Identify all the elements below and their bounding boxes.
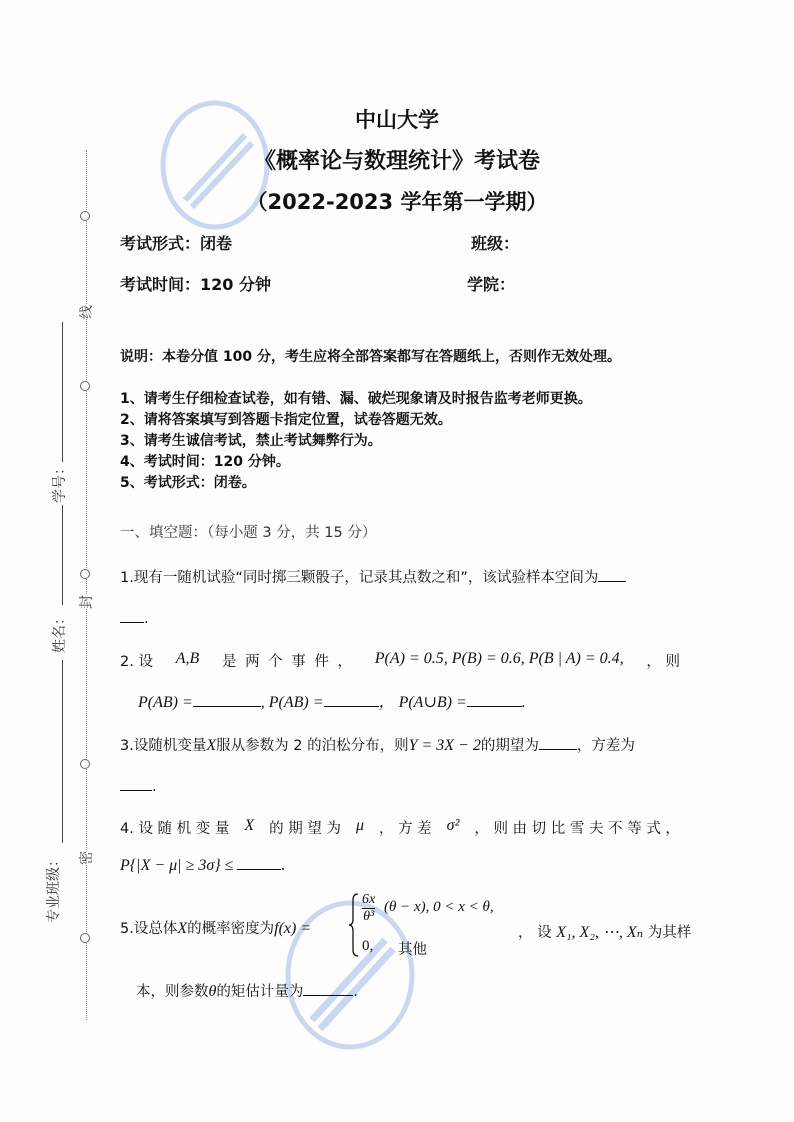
q5-var: X bbox=[177, 920, 188, 937]
q5-text: ， 设 bbox=[518, 925, 552, 941]
class-label: 班级： bbox=[471, 234, 520, 253]
section-heading: 一、填空题：（每小题 3 分，共 15 分） bbox=[120, 525, 377, 541]
q4-text: ， 则 由 切 比 雪 夫 不 等 式 ， bbox=[474, 821, 680, 837]
answer-blank bbox=[467, 692, 522, 707]
q5-sample: X₁, X₂, ⋯, Xₙ bbox=[556, 924, 644, 941]
q5-text: 本，则参数 bbox=[136, 984, 209, 1000]
rule-item: 5、考试形式：闭卷。 bbox=[120, 475, 256, 491]
q4-text: 的 期 望 为 bbox=[269, 821, 341, 837]
answer-blank bbox=[120, 608, 144, 623]
q4-text: 4. 设 随 机 变 量 bbox=[120, 821, 230, 837]
rule-item: 3、请考生诚信考试，禁止考试舞弊行为。 bbox=[120, 433, 382, 449]
q2-answer2-label: P(AB) = bbox=[268, 694, 324, 711]
q2-given: P(A) = 0.5, P(B) = 0.6, P(B | A) = 0.4, bbox=[374, 650, 624, 667]
major-class-line bbox=[62, 660, 63, 843]
binding-dotted-line bbox=[86, 150, 87, 1020]
term-title: （2022-2023 学年第一学期） bbox=[246, 190, 548, 214]
q2-end: ， 则 bbox=[646, 654, 680, 670]
q4-text: ， 方 差 bbox=[378, 821, 432, 837]
question-4 bbox=[120, 817, 680, 838]
q2-mid: 是 两 个 事 件 ， bbox=[221, 654, 353, 670]
q4-expr: P{|X − μ| ≥ 3σ} ≤ bbox=[120, 857, 234, 874]
answer-blank bbox=[324, 692, 379, 707]
college-label: 学院： bbox=[467, 275, 516, 294]
q3-text: ，方差为 bbox=[576, 738, 635, 754]
name-label: 姓名： bbox=[52, 611, 68, 653]
student-id-label: 学号： bbox=[52, 461, 68, 503]
q5-otherwise: 其他 bbox=[398, 942, 427, 958]
rule-item: 4、考试时间：120 分钟。 bbox=[120, 454, 290, 470]
q2-prefix: 2. 设 bbox=[120, 654, 153, 670]
question-1 bbox=[120, 566, 626, 587]
question-5 bbox=[120, 917, 311, 938]
university-title: 中山大学 bbox=[355, 108, 439, 132]
q5-text: 5.设总体 bbox=[120, 921, 178, 937]
q5-fx: f(x) = bbox=[274, 920, 312, 937]
major-class-label: 专业班级： bbox=[46, 853, 62, 923]
course-title: 《概率论与数理统计》考试卷 bbox=[253, 149, 540, 174]
q2-events: A,B bbox=[175, 650, 200, 667]
question-4-expr: P{|X − μ| ≥ 3σ} ≤ . bbox=[120, 857, 286, 874]
seal-char-line: 线 bbox=[76, 305, 96, 319]
q5-text: 的概率密度为 bbox=[187, 921, 275, 937]
piecewise-brace bbox=[348, 892, 360, 958]
answer-blank bbox=[237, 855, 281, 870]
q5-case1: (θ − x), 0 < x < θ, bbox=[384, 899, 494, 915]
q2-answer1-label: P(AB) = bbox=[138, 694, 193, 711]
binding-circle bbox=[80, 759, 90, 769]
q5-denominator: θ³ bbox=[363, 909, 375, 924]
seal-char-secret: 密 bbox=[76, 851, 96, 865]
q3-text: 服从参数为 2 的泊松分布，则 bbox=[216, 738, 409, 754]
answer-blank bbox=[539, 735, 577, 750]
answer-blank bbox=[598, 567, 626, 582]
q1-text: 1.现有一随机试验“同时掷三颗骰子，记录其点数之和”，该试验样本空间为 bbox=[120, 570, 599, 586]
seal-char-seal: 封 bbox=[76, 595, 96, 609]
binding-circle bbox=[80, 381, 90, 391]
answer-blank bbox=[120, 776, 152, 791]
exam-note: 说明：本卷分值 100 分，考生应将全部答案都写在答题纸上，否则作无效处理。 bbox=[120, 349, 621, 365]
q4-sigma: σ² bbox=[446, 817, 460, 834]
q4-mu: μ bbox=[355, 817, 364, 834]
rule-item: 2、请将答案填写到答题卡指定位置，试卷答题无效。 bbox=[120, 412, 452, 428]
q3-text: 3.设随机变量 bbox=[120, 738, 207, 754]
question-2-answers: P(AB) = , P(AB) = ， P(A∪B) = . bbox=[138, 694, 526, 711]
binding-circle bbox=[80, 933, 90, 943]
q5-text: 为其样 bbox=[647, 925, 692, 941]
q5-text: 的矩估计量为 bbox=[216, 984, 304, 1000]
question-1-cont: . bbox=[120, 608, 149, 627]
q5-fraction bbox=[362, 892, 375, 925]
student-id-line bbox=[62, 322, 63, 462]
q2-answer3-label: P(A∪B) = bbox=[398, 694, 467, 711]
answer-blank bbox=[303, 981, 353, 996]
q3-var: X bbox=[206, 737, 217, 754]
q3-text: 的期望为 bbox=[480, 738, 539, 754]
question-2 bbox=[120, 650, 680, 671]
q5-theta: θ bbox=[208, 983, 217, 1000]
question-5-cont: 本，则参数θ的矩估计量为 . bbox=[136, 983, 358, 1000]
answer-blank bbox=[193, 692, 261, 707]
rule-item: 1、请考生仔细检查试卷，如有错、漏、破烂现象请及时报告监考老师更换。 bbox=[120, 391, 592, 407]
exam-time: 考试时间：120 分钟 bbox=[120, 275, 271, 294]
binding-circle bbox=[80, 569, 90, 579]
question-5-tail bbox=[518, 921, 691, 942]
q5-case2: 0, bbox=[362, 938, 374, 954]
question-3-cont: . bbox=[120, 776, 157, 795]
q4-var: X bbox=[244, 817, 255, 834]
q5-numerator: 6x bbox=[362, 892, 376, 907]
q3-expr: Y = 3X − 2 bbox=[408, 737, 481, 754]
exam-form: 考试形式：闭卷 bbox=[120, 234, 233, 253]
question-3 bbox=[120, 734, 635, 755]
name-line bbox=[62, 505, 63, 605]
